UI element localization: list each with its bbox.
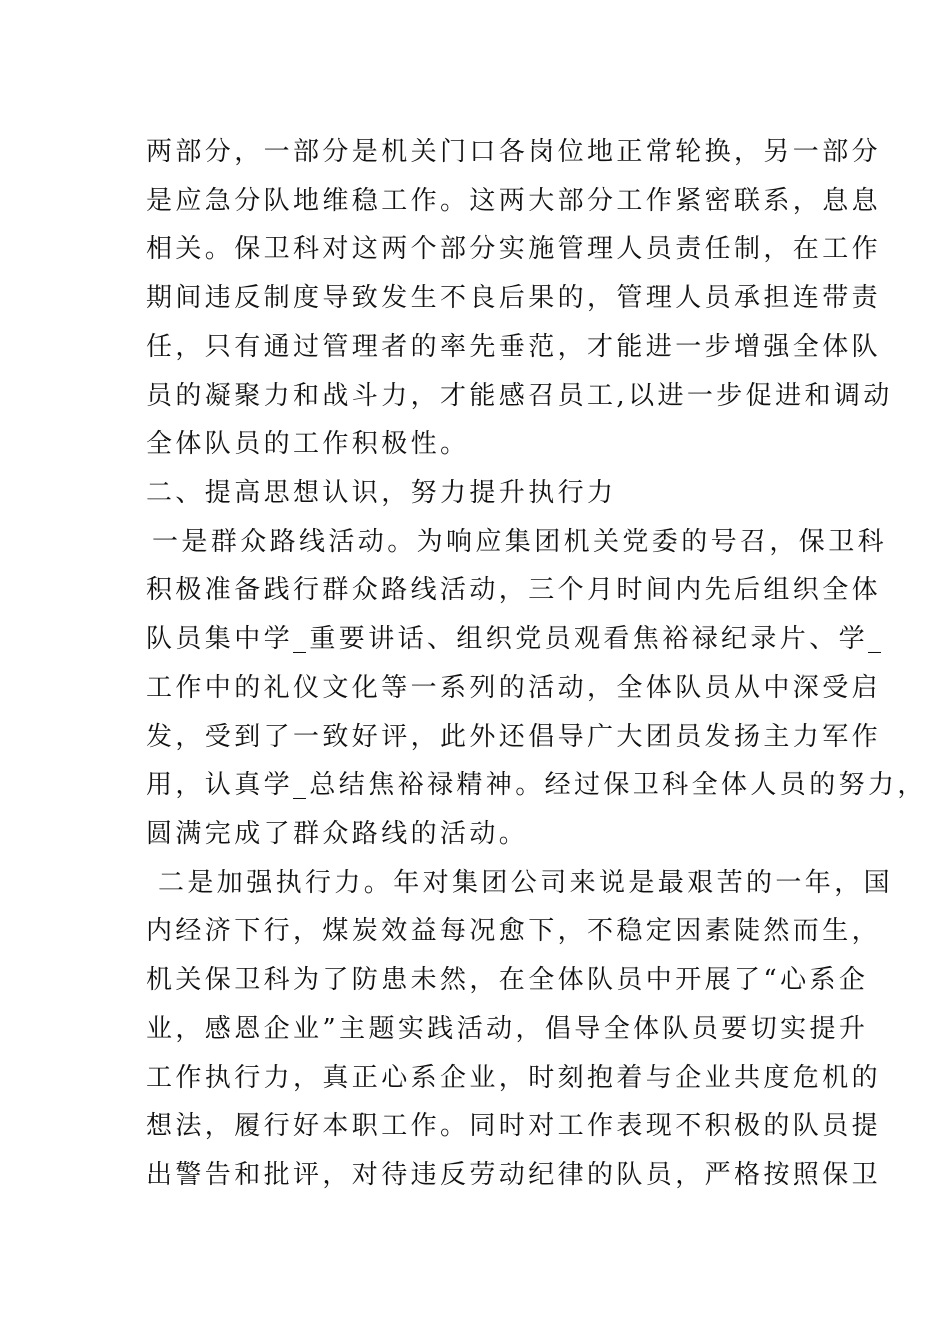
paragraph-line: 圆满完成了群众路线的活动。: [146, 819, 529, 849]
paragraph-line: 是应急分队地维稳工作。这两大部分工作紧密联系，息息: [146, 186, 882, 216]
paragraph-line: 员的凝聚力和战斗力，才能感召员工,以进一步促进和调动: [146, 381, 893, 411]
paragraph-line: 出警告和批评，对待违反劳动纪律的队员，严格按照保卫: [146, 1160, 882, 1190]
paragraph-line: 两部分，一部分是机关门口各岗位地正常轮换，另一部分: [146, 137, 882, 167]
paragraph-line: 用，认真学_总结焦裕禄精神。经过保卫科全体人员的努力，: [146, 770, 927, 800]
paragraph-line: 机关保卫科为了防患未然，在全体队员中开展了“心系企: [146, 965, 869, 995]
paragraph-line: 任，只有通过管理者的率先垂范，才能进一步增强全体队: [146, 332, 882, 362]
paragraph-line: 期间违反制度导致发生不良后果的，管理人员承担连带责: [146, 283, 882, 313]
paragraph-line: 二是加强执行力。年对集团公司来说是最艰苦的一年，国: [158, 868, 894, 898]
paragraph-line: 想法，履行好本职工作。同时对工作表现不积极的队员提: [146, 1111, 882, 1141]
paragraph-line: 发，受到了一致好评，此外还倡导广大团员发扬主力军作: [146, 722, 882, 752]
paragraph-line: 内经济下行，煤炭效益每况愈下，不稳定因素陡然而生，: [146, 916, 882, 946]
paragraph-line: 积极准备践行群众路线活动，三个月时间内先后组织全体: [146, 575, 882, 605]
paragraph-line: 工作中的礼仪文化等一系列的活动，全体队员从中深受启: [146, 673, 882, 703]
paragraph-line: 相关。保卫科对这两个部分实施管理人员责任制，在工作: [146, 234, 882, 264]
paragraph-line: 队员集中学_重要讲话、组织党员观看焦裕禄纪录片、学_: [146, 624, 885, 654]
section-heading: 二、提高思想认识，努力提升执行力: [146, 478, 617, 508]
paragraph-line: 全体队员的工作积极性。: [146, 429, 470, 459]
paragraph-line: 业，感恩企业”主题实践活动，倡导全体队员要切实提升: [146, 1014, 869, 1044]
paragraph-line: 一是群众路线活动。为响应集团机关党委的号召，保卫科: [152, 527, 888, 557]
paragraph-line: 工作执行力，真正心系企业，时刻抱着与企业共度危机的: [146, 1063, 882, 1093]
